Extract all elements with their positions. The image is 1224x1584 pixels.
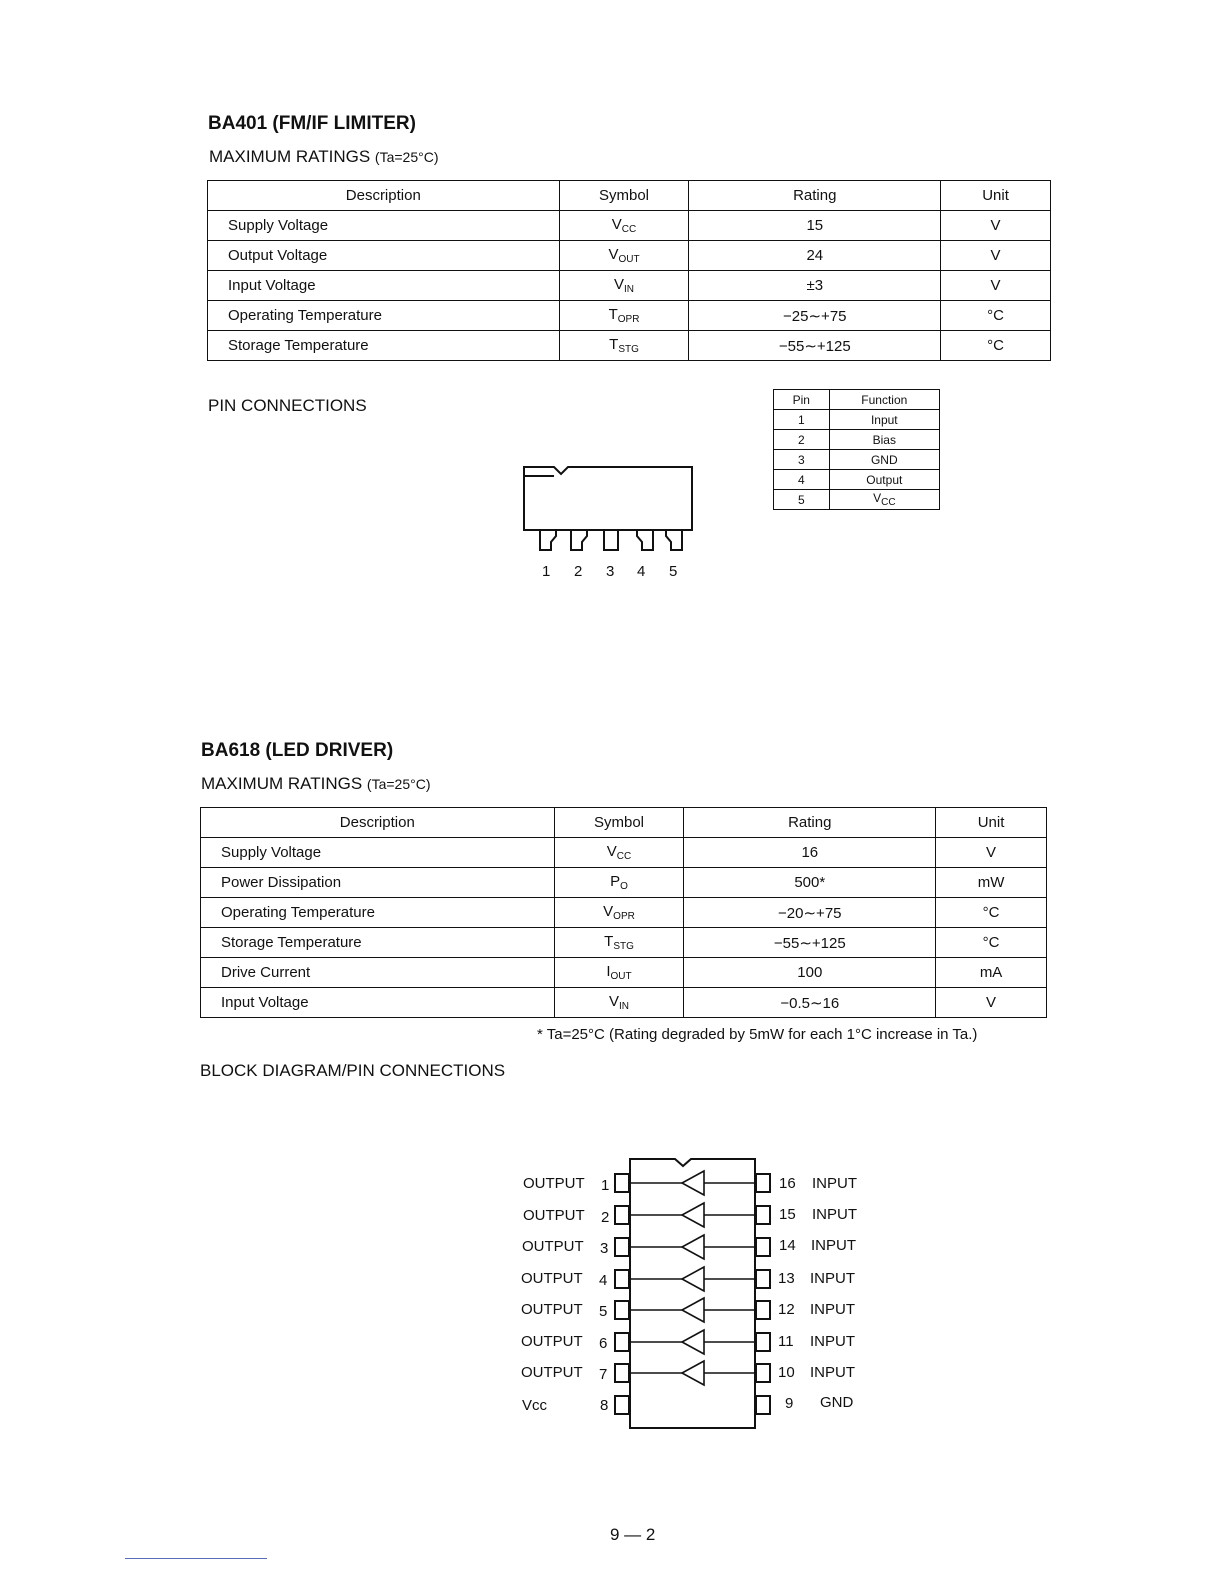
ba618-ratings-table (200, 807, 1047, 1018)
unit-cell: °C (941, 301, 1051, 331)
right-pin-number: 13 (778, 1270, 795, 1287)
right-pin-number: 10 (778, 1364, 795, 1381)
left-pin-label: OUTPUT (521, 1301, 583, 1318)
pin-number: 3 (606, 563, 615, 580)
rating-cell: −55∼+125 (689, 331, 941, 361)
table-row (201, 988, 1047, 1018)
unit-cell: °C (936, 898, 1047, 928)
function-subscript: CC (881, 497, 896, 508)
ba618-heading: BA618 (LED DRIVER) (201, 740, 394, 761)
left-pin-number: 6 (599, 1335, 608, 1352)
symbol-subscript: STG (618, 344, 639, 355)
rating-cell: −20∼+75 (684, 898, 936, 928)
rating-cell: 24 (689, 241, 941, 271)
symbol-letter: T (608, 306, 618, 323)
pin-cell: 4 (774, 470, 830, 490)
col-description: Description (201, 808, 555, 838)
symbol-cell (559, 331, 689, 361)
dip16-block-diagram (600, 1152, 780, 1432)
left-pin-label: OUTPUT (521, 1333, 583, 1350)
table-row (208, 211, 1051, 241)
rating-cell: 16 (684, 838, 936, 868)
left-pin-number: 1 (601, 1177, 610, 1194)
ba401-ratings-label (209, 147, 439, 167)
table-header-row (774, 390, 940, 410)
symbol-cell (559, 211, 689, 241)
table-row (774, 430, 940, 450)
left-pin-number: 5 (599, 1303, 608, 1320)
ba401-ratings-table (207, 180, 1051, 361)
function-cell (829, 490, 939, 510)
symbol-cell (559, 241, 689, 271)
rating-cell: −0.5∼16 (684, 988, 936, 1018)
left-pin-label: OUTPUT (521, 1270, 583, 1287)
desc-cell: Operating Temperature (201, 898, 555, 928)
unit-cell: mW (936, 868, 1047, 898)
symbol-subscript: OPR (617, 314, 640, 325)
package-pins (540, 530, 682, 550)
rating-cell: −25∼+75 (689, 301, 941, 331)
pin-number: 5 (669, 563, 678, 580)
driver-channels (629, 1171, 756, 1385)
function-cell: Bias (829, 430, 939, 450)
pin-cell: 2 (774, 430, 830, 450)
left-pin-number: 4 (599, 1272, 608, 1289)
unit-cell: °C (936, 928, 1047, 958)
symbol-subscript: CC (616, 851, 632, 862)
ba618-block-section-title: BLOCK DIAGRAM/PIN CONNECTIONS (200, 1061, 506, 1080)
col-description: Description (208, 181, 560, 211)
right-pin-label: INPUT (810, 1333, 855, 1350)
symbol-letter: T (604, 933, 614, 950)
desc-cell: Operating Temperature (208, 301, 560, 331)
ic-body (630, 1159, 755, 1428)
ba401-pin-function-table (773, 389, 940, 510)
ba618-ratings-label (201, 774, 431, 794)
symbol-subscript: STG (613, 941, 634, 952)
pin-number: 4 (637, 563, 646, 580)
pin-cell: 3 (774, 450, 830, 470)
right-pin-number: 16 (779, 1175, 796, 1192)
left-pin-label: Vcc (522, 1397, 548, 1414)
symbol-subscript: CC (621, 224, 637, 235)
right-pin-number: 14 (779, 1237, 796, 1254)
unit-cell: V (941, 271, 1051, 301)
table-row (201, 958, 1047, 988)
pin-number: 1 (542, 563, 551, 580)
symbol-letter: V (611, 216, 622, 233)
col-function: Function (829, 390, 939, 410)
function-letter: V (873, 491, 882, 505)
unit-cell: mA (936, 958, 1047, 988)
ba401-pin-section-title: PIN CONNECTIONS (208, 396, 367, 415)
symbol-letter: V (614, 276, 625, 293)
table-row (774, 450, 940, 470)
page-number: 9 — 2 (610, 1525, 656, 1544)
symbol-cell (554, 898, 684, 928)
table-row (774, 490, 940, 510)
symbol-cell (554, 838, 684, 868)
unit-cell: °C (941, 331, 1051, 361)
function-cell: Input (829, 410, 939, 430)
table-row (208, 241, 1051, 271)
table-row (208, 331, 1051, 361)
left-pin-number: 8 (600, 1397, 609, 1414)
left-pin-label: OUTPUT (523, 1175, 585, 1192)
symbol-letter: V (603, 903, 614, 920)
desc-cell: Output Voltage (208, 241, 560, 271)
desc-cell: Input Voltage (201, 988, 555, 1018)
pin-number: 2 (574, 563, 583, 580)
table-header-row (201, 808, 1047, 838)
left-pin-label: OUTPUT (523, 1207, 585, 1224)
col-rating: Rating (684, 808, 936, 838)
col-unit: Unit (941, 181, 1051, 211)
footer-rule (125, 1558, 267, 1559)
col-symbol: Symbol (554, 808, 684, 838)
symbol-letter: V (606, 843, 617, 860)
symbol-cell (554, 868, 684, 898)
symbol-cell (554, 928, 684, 958)
symbol-cell (559, 271, 689, 301)
ba618-ratings-title: MAXIMUM RATINGS (201, 774, 363, 793)
symbol-letter: T (609, 336, 619, 353)
ba401-condition: (Ta=25°C) (374, 149, 439, 165)
ba618-footnote: * Ta=25°C (Rating degraded by 5mW for each 1°C increase in Ta.) (537, 1026, 978, 1043)
ba401-heading: BA401 (FM/IF LIMITER) (208, 113, 416, 134)
right-pin-label: INPUT (811, 1237, 856, 1254)
col-unit: Unit (936, 808, 1047, 838)
unit-cell: V (936, 988, 1047, 1018)
left-pin-label: OUTPUT (521, 1364, 583, 1381)
symbol-subscript: IN (619, 1001, 630, 1012)
right-pin-label: INPUT (812, 1175, 857, 1192)
unit-cell: V (936, 838, 1047, 868)
desc-cell: Drive Current (201, 958, 555, 988)
table-row (201, 928, 1047, 958)
desc-cell: Input Voltage (208, 271, 560, 301)
symbol-subscript: O (620, 881, 628, 892)
table-row (201, 838, 1047, 868)
function-cell: Output (829, 470, 939, 490)
table-header-row (208, 181, 1051, 211)
symbol-subscript: IN (624, 284, 635, 295)
pin-cell: 1 (774, 410, 830, 430)
ba401-ratings-title: MAXIMUM RATINGS (209, 147, 371, 166)
right-pin-label: GND (820, 1394, 854, 1411)
pin-boxes-right (756, 1174, 770, 1414)
rating-cell: ±3 (689, 271, 941, 301)
unit-cell: V (941, 211, 1051, 241)
symbol-letter: V (609, 993, 620, 1010)
table-row (774, 470, 940, 490)
ba618-condition: (Ta=25°C) (366, 776, 431, 792)
symbol-cell (554, 958, 684, 988)
pin-cell: 5 (774, 490, 830, 510)
left-pin-number: 3 (600, 1240, 609, 1257)
right-pin-number: 12 (778, 1301, 795, 1318)
table-row (208, 301, 1051, 331)
col-rating: Rating (689, 181, 941, 211)
right-pin-label: INPUT (812, 1206, 857, 1223)
col-pin: Pin (774, 390, 830, 410)
table-row (201, 898, 1047, 928)
table-row (201, 868, 1047, 898)
symbol-cell (554, 988, 684, 1018)
symbol-letter: P (610, 873, 621, 890)
desc-cell: Supply Voltage (208, 211, 560, 241)
table-row (208, 271, 1051, 301)
function-cell: GND (829, 450, 939, 470)
right-pin-label: INPUT (810, 1301, 855, 1318)
pin-boxes-left (615, 1174, 629, 1414)
symbol-letter: I (606, 963, 611, 980)
symbol-cell (559, 301, 689, 331)
desc-cell: Storage Temperature (208, 331, 560, 361)
rating-cell: 100 (684, 958, 936, 988)
rating-cell: 15 (689, 211, 941, 241)
left-pin-label: OUTPUT (522, 1238, 584, 1255)
desc-cell: Power Dissipation (201, 868, 555, 898)
right-pin-label: INPUT (810, 1364, 855, 1381)
rating-cell: 500* (684, 868, 936, 898)
symbol-subscript: OUT (610, 971, 632, 982)
left-pin-number: 2 (601, 1209, 610, 1226)
sip5-package-diagram (520, 462, 700, 562)
table-row (774, 410, 940, 430)
right-pin-label: INPUT (810, 1270, 855, 1287)
left-pin-number: 7 (599, 1366, 608, 1383)
symbol-letter: V (608, 246, 619, 263)
right-pin-number: 11 (778, 1333, 794, 1350)
right-pin-number: 9 (785, 1395, 794, 1412)
unit-cell: V (941, 241, 1051, 271)
desc-cell: Supply Voltage (201, 838, 555, 868)
desc-cell: Storage Temperature (201, 928, 555, 958)
col-symbol: Symbol (559, 181, 689, 211)
symbol-subscript: OPR (613, 911, 635, 922)
symbol-subscript: OUT (618, 254, 640, 265)
rating-cell: −55∼+125 (684, 928, 936, 958)
right-pin-number: 15 (779, 1206, 796, 1223)
